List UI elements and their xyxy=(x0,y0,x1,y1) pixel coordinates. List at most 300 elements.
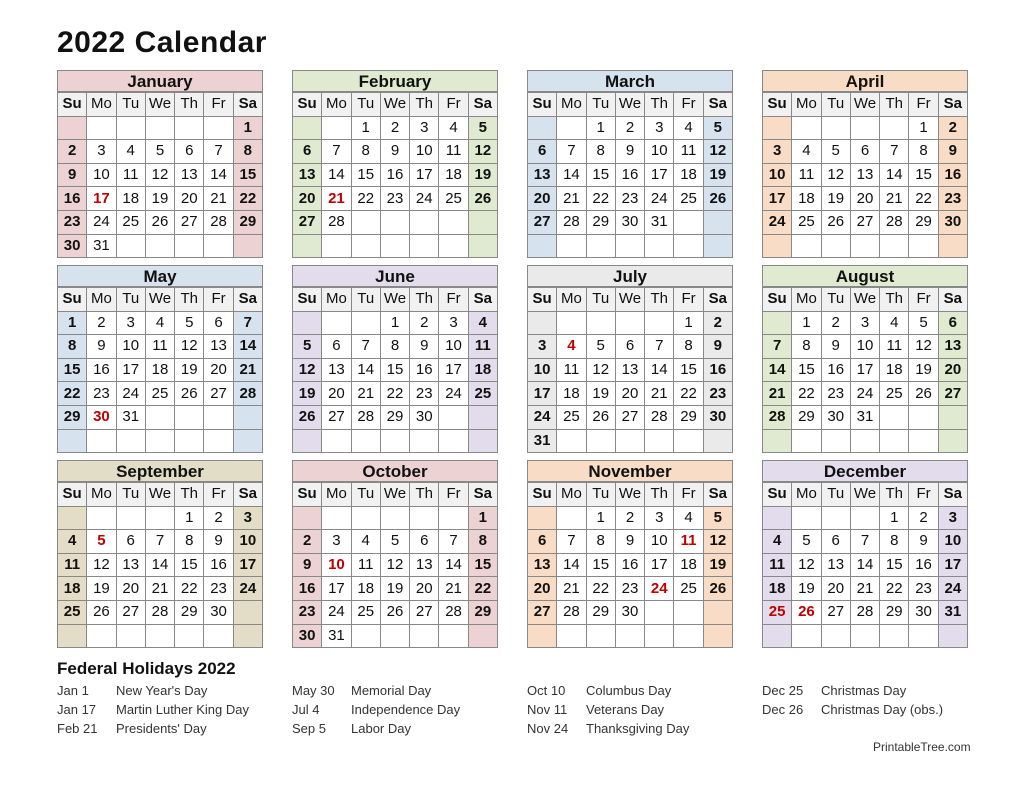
empty-cell xyxy=(792,429,821,453)
weekday-header: Th xyxy=(175,93,204,117)
weekday-header: Fr xyxy=(439,483,468,507)
holiday-row xyxy=(762,683,943,702)
day-cell: 7 xyxy=(763,335,792,359)
day-cell: 30 xyxy=(58,234,87,258)
holiday-name: Memorial Day xyxy=(351,683,432,698)
weekday-header: Tu xyxy=(586,93,615,117)
day-cell: 27 xyxy=(410,600,439,624)
day-cell: 21 xyxy=(850,577,879,601)
day-cell: 30 xyxy=(204,600,233,624)
day-cell: 26 xyxy=(87,600,116,624)
empty-cell xyxy=(380,210,409,234)
day-cell: 23 xyxy=(938,187,967,211)
day-cell: 25 xyxy=(557,405,586,429)
empty-cell xyxy=(233,624,262,648)
weekday-header: Sa xyxy=(468,483,497,507)
empty-cell xyxy=(850,234,879,258)
day-cell: 20 xyxy=(322,382,351,406)
weekday-header: Th xyxy=(645,483,674,507)
day-cell: 13 xyxy=(615,358,644,382)
empty-cell xyxy=(175,405,204,429)
empty-cell xyxy=(909,624,938,648)
day-cell: 14 xyxy=(850,553,879,577)
weekday-header: Fr xyxy=(439,93,468,117)
weekday-header: We xyxy=(380,483,409,507)
day-cell: 3 xyxy=(410,116,439,140)
day-cell: 7 xyxy=(557,530,586,554)
empty-cell xyxy=(586,311,615,335)
day-cell: 28 xyxy=(204,210,233,234)
day-cell: 20 xyxy=(850,187,879,211)
day-cell: 9 xyxy=(938,140,967,164)
day-cell: 7 xyxy=(233,311,262,335)
weekday-header: Sa xyxy=(233,483,262,507)
day-cell: 23 xyxy=(380,187,409,211)
empty-cell xyxy=(116,506,145,530)
day-cell: 22 xyxy=(586,187,615,211)
day-cell: 24 xyxy=(116,382,145,406)
day-cell: 3 xyxy=(116,311,145,335)
day-cell: 17 xyxy=(233,553,262,577)
day-cell: 26 xyxy=(175,382,204,406)
day-cell: 5 xyxy=(380,530,409,554)
day-cell: 19 xyxy=(909,358,938,382)
empty-cell xyxy=(586,624,615,648)
day-cell: 20 xyxy=(615,382,644,406)
weekday-header: We xyxy=(145,93,174,117)
day-cell: 4 xyxy=(880,311,909,335)
day-cell: 12 xyxy=(175,335,204,359)
day-cell: 14 xyxy=(880,163,909,187)
day-cell: 17 xyxy=(938,553,967,577)
day-cell: 15 xyxy=(58,358,87,382)
empty-cell xyxy=(233,429,262,453)
empty-cell xyxy=(850,624,879,648)
holiday-name: Christmas Day xyxy=(821,683,907,698)
weekday-header: Fr xyxy=(204,93,233,117)
weekday-header: Mo xyxy=(322,483,351,507)
day-cell: 20 xyxy=(821,577,850,601)
empty-cell xyxy=(703,210,732,234)
month-title: January xyxy=(57,70,263,92)
empty-cell xyxy=(351,210,380,234)
day-cell: 10 xyxy=(763,163,792,187)
day-cell: 9 xyxy=(204,530,233,554)
day-cell: 28 xyxy=(322,210,351,234)
day-cell: 24 xyxy=(322,600,351,624)
weekday-header: Su xyxy=(293,288,322,312)
day-cell: 3 xyxy=(87,140,116,164)
empty-cell xyxy=(557,624,586,648)
empty-cell xyxy=(322,429,351,453)
day-cell: 14 xyxy=(645,358,674,382)
day-cell: 22 xyxy=(909,187,938,211)
day-cell: 12 xyxy=(792,553,821,577)
day-cell: 5 xyxy=(703,506,732,530)
day-cell: 3 xyxy=(850,311,879,335)
day-cell: 17 xyxy=(528,382,557,406)
empty-cell xyxy=(792,234,821,258)
day-cell: 6 xyxy=(850,140,879,164)
day-cell: 7 xyxy=(439,530,468,554)
day-cell: 16 xyxy=(703,358,732,382)
weekday-header: Tu xyxy=(351,93,380,117)
empty-cell xyxy=(351,429,380,453)
weekday-header: Sa xyxy=(938,93,967,117)
day-cell: 5 xyxy=(792,530,821,554)
empty-cell xyxy=(674,210,703,234)
day-cell: 4 xyxy=(439,116,468,140)
day-cell: 13 xyxy=(938,335,967,359)
day-cell: 18 xyxy=(116,187,145,211)
holiday-date: Feb 21 xyxy=(57,721,98,736)
day-cell: 8 xyxy=(175,530,204,554)
day-cell: 6 xyxy=(204,311,233,335)
day-cell: 22 xyxy=(586,577,615,601)
day-cell: 22 xyxy=(175,577,204,601)
day-cell: 23 xyxy=(909,577,938,601)
day-cell: 25 xyxy=(145,382,174,406)
day-cell: 8 xyxy=(792,335,821,359)
empty-cell xyxy=(880,624,909,648)
day-cell: 5 xyxy=(87,530,116,554)
weekday-header: Su xyxy=(763,93,792,117)
empty-cell xyxy=(880,405,909,429)
day-cell: 13 xyxy=(116,553,145,577)
weekday-header: Tu xyxy=(351,483,380,507)
empty-cell xyxy=(145,234,174,258)
day-cell: 11 xyxy=(674,530,703,554)
day-cell: 29 xyxy=(909,210,938,234)
month-title: December xyxy=(762,460,968,482)
weekday-header: Mo xyxy=(87,93,116,117)
day-cell: 16 xyxy=(821,358,850,382)
day-cell: 23 xyxy=(615,577,644,601)
empty-cell xyxy=(380,506,409,530)
empty-cell xyxy=(293,116,322,140)
day-cell: 28 xyxy=(145,600,174,624)
month-march xyxy=(527,70,733,258)
day-cell: 8 xyxy=(880,530,909,554)
day-cell: 26 xyxy=(703,187,732,211)
weekday-header: Mo xyxy=(322,93,351,117)
empty-cell xyxy=(380,429,409,453)
day-cell: 17 xyxy=(410,163,439,187)
month-january xyxy=(57,70,263,258)
weekday-header: Tu xyxy=(821,288,850,312)
day-cell: 12 xyxy=(87,553,116,577)
weekday-header: Su xyxy=(58,288,87,312)
day-cell: 22 xyxy=(674,382,703,406)
month-august xyxy=(762,265,968,453)
day-cell: 2 xyxy=(410,311,439,335)
day-cell: 14 xyxy=(557,163,586,187)
day-cell: 29 xyxy=(586,210,615,234)
day-cell: 10 xyxy=(938,530,967,554)
empty-cell xyxy=(410,506,439,530)
weekday-header: Fr xyxy=(204,288,233,312)
weekday-header: We xyxy=(145,288,174,312)
month-title: February xyxy=(292,70,498,92)
empty-cell xyxy=(615,311,644,335)
day-cell: 23 xyxy=(204,577,233,601)
weekday-header: Th xyxy=(410,483,439,507)
weekday-header: Th xyxy=(175,483,204,507)
weekday-header: Tu xyxy=(821,93,850,117)
day-cell: 2 xyxy=(909,506,938,530)
day-cell: 11 xyxy=(145,335,174,359)
day-cell: 31 xyxy=(87,234,116,258)
day-cell: 14 xyxy=(204,163,233,187)
empty-cell xyxy=(938,234,967,258)
day-cell: 3 xyxy=(938,506,967,530)
weekday-header: Su xyxy=(293,93,322,117)
day-cell: 16 xyxy=(615,163,644,187)
day-cell: 28 xyxy=(880,210,909,234)
day-cell: 21 xyxy=(763,382,792,406)
empty-cell xyxy=(58,506,87,530)
day-cell: 12 xyxy=(586,358,615,382)
day-cell: 5 xyxy=(821,140,850,164)
day-cell: 26 xyxy=(145,210,174,234)
empty-cell xyxy=(116,116,145,140)
day-cell: 19 xyxy=(821,187,850,211)
empty-cell xyxy=(145,429,174,453)
day-cell: 19 xyxy=(468,163,497,187)
day-cell: 19 xyxy=(792,577,821,601)
day-cell: 19 xyxy=(293,382,322,406)
day-cell: 26 xyxy=(703,577,732,601)
day-cell: 18 xyxy=(351,577,380,601)
day-cell: 6 xyxy=(821,530,850,554)
day-cell: 23 xyxy=(293,600,322,624)
empty-cell xyxy=(821,116,850,140)
holiday-row xyxy=(527,702,689,721)
empty-cell xyxy=(586,234,615,258)
empty-cell xyxy=(938,624,967,648)
day-cell: 5 xyxy=(468,116,497,140)
day-cell: 29 xyxy=(880,600,909,624)
day-cell: 26 xyxy=(586,405,615,429)
empty-cell xyxy=(204,405,233,429)
day-cell: 14 xyxy=(233,335,262,359)
empty-cell xyxy=(439,234,468,258)
empty-cell xyxy=(468,210,497,234)
day-cell: 20 xyxy=(293,187,322,211)
day-cell: 27 xyxy=(293,210,322,234)
weekday-header: Mo xyxy=(557,288,586,312)
day-cell: 26 xyxy=(821,210,850,234)
weekday-header: We xyxy=(615,93,644,117)
day-cell: 12 xyxy=(468,140,497,164)
day-cell: 3 xyxy=(528,335,557,359)
day-cell: 13 xyxy=(410,553,439,577)
day-cell: 3 xyxy=(763,140,792,164)
day-cell: 30 xyxy=(615,600,644,624)
day-cell: 12 xyxy=(293,358,322,382)
weekday-header: Mo xyxy=(557,483,586,507)
day-cell: 28 xyxy=(645,405,674,429)
empty-cell xyxy=(410,210,439,234)
day-cell: 12 xyxy=(703,530,732,554)
empty-cell xyxy=(792,506,821,530)
empty-cell xyxy=(58,429,87,453)
weekday-header: We xyxy=(145,483,174,507)
day-cell: 3 xyxy=(233,506,262,530)
day-cell: 18 xyxy=(763,577,792,601)
holiday-row xyxy=(527,683,689,702)
weekday-header: Fr xyxy=(204,483,233,507)
holiday-date: Nov 24 xyxy=(527,721,569,736)
empty-cell xyxy=(528,506,557,530)
empty-cell xyxy=(380,234,409,258)
day-cell: 8 xyxy=(380,335,409,359)
empty-cell xyxy=(821,506,850,530)
empty-cell xyxy=(645,429,674,453)
day-cell: 10 xyxy=(645,140,674,164)
day-cell: 16 xyxy=(204,553,233,577)
day-cell: 7 xyxy=(351,335,380,359)
weekday-header: Th xyxy=(175,288,204,312)
day-cell: 12 xyxy=(380,553,409,577)
empty-cell xyxy=(410,429,439,453)
holiday-column xyxy=(527,683,689,740)
weekday-header: Su xyxy=(763,288,792,312)
day-cell: 22 xyxy=(468,577,497,601)
day-cell: 27 xyxy=(175,210,204,234)
day-cell: 16 xyxy=(615,553,644,577)
empty-cell xyxy=(468,405,497,429)
empty-cell xyxy=(468,234,497,258)
month-title: April xyxy=(762,70,968,92)
day-cell: 4 xyxy=(116,140,145,164)
weekday-header: Su xyxy=(763,483,792,507)
empty-cell xyxy=(821,624,850,648)
weekday-header: Su xyxy=(528,483,557,507)
day-cell: 27 xyxy=(528,600,557,624)
empty-cell xyxy=(145,506,174,530)
empty-cell xyxy=(204,116,233,140)
empty-cell xyxy=(909,429,938,453)
day-cell: 16 xyxy=(293,577,322,601)
day-cell: 8 xyxy=(351,140,380,164)
day-cell: 15 xyxy=(175,553,204,577)
empty-cell xyxy=(674,429,703,453)
day-cell: 8 xyxy=(586,140,615,164)
weekday-header: Fr xyxy=(909,93,938,117)
day-cell: 21 xyxy=(233,358,262,382)
day-cell: 15 xyxy=(880,553,909,577)
weekday-header: We xyxy=(850,288,879,312)
empty-cell xyxy=(763,311,792,335)
weekday-header: Tu xyxy=(116,93,145,117)
day-cell: 18 xyxy=(468,358,497,382)
day-cell: 5 xyxy=(145,140,174,164)
day-cell: 7 xyxy=(645,335,674,359)
empty-cell xyxy=(87,116,116,140)
day-cell: 29 xyxy=(792,405,821,429)
weekday-header: Th xyxy=(880,483,909,507)
day-cell: 29 xyxy=(175,600,204,624)
day-cell: 18 xyxy=(145,358,174,382)
empty-cell xyxy=(233,405,262,429)
day-cell: 7 xyxy=(850,530,879,554)
day-cell: 28 xyxy=(351,405,380,429)
month-title: October xyxy=(292,460,498,482)
empty-cell xyxy=(615,429,644,453)
day-cell: 9 xyxy=(87,335,116,359)
empty-cell xyxy=(557,116,586,140)
day-cell: 22 xyxy=(58,382,87,406)
day-cell: 13 xyxy=(528,553,557,577)
day-cell: 28 xyxy=(557,210,586,234)
empty-cell xyxy=(293,311,322,335)
empty-cell xyxy=(204,624,233,648)
day-cell: 2 xyxy=(87,311,116,335)
day-cell: 30 xyxy=(938,210,967,234)
day-cell: 28 xyxy=(233,382,262,406)
day-cell: 19 xyxy=(145,187,174,211)
weekday-header: Fr xyxy=(909,288,938,312)
empty-cell xyxy=(175,116,204,140)
day-cell: 1 xyxy=(380,311,409,335)
day-cell: 23 xyxy=(87,382,116,406)
day-cell: 17 xyxy=(763,187,792,211)
day-cell: 1 xyxy=(233,116,262,140)
day-cell: 16 xyxy=(58,187,87,211)
day-cell: 31 xyxy=(116,405,145,429)
empty-cell xyxy=(293,506,322,530)
day-cell: 18 xyxy=(58,577,87,601)
day-cell: 11 xyxy=(763,553,792,577)
day-cell: 14 xyxy=(439,553,468,577)
day-cell: 16 xyxy=(380,163,409,187)
weekday-header: Su xyxy=(58,93,87,117)
weekday-header: Sa xyxy=(233,288,262,312)
day-cell: 12 xyxy=(821,163,850,187)
empty-cell xyxy=(645,311,674,335)
day-cell: 31 xyxy=(645,210,674,234)
day-cell: 16 xyxy=(938,163,967,187)
day-cell: 15 xyxy=(792,358,821,382)
day-cell: 2 xyxy=(204,506,233,530)
day-cell: 25 xyxy=(439,187,468,211)
day-cell: 31 xyxy=(322,624,351,648)
day-cell: 9 xyxy=(615,140,644,164)
day-cell: 18 xyxy=(674,553,703,577)
day-cell: 14 xyxy=(763,358,792,382)
day-cell: 24 xyxy=(763,210,792,234)
day-cell: 20 xyxy=(116,577,145,601)
weekday-header: Su xyxy=(528,93,557,117)
empty-cell xyxy=(380,624,409,648)
day-cell: 22 xyxy=(792,382,821,406)
weekday-header: Sa xyxy=(703,288,732,312)
empty-cell xyxy=(468,624,497,648)
holiday-row xyxy=(57,721,249,740)
weekday-header: Mo xyxy=(792,288,821,312)
weekday-header: Su xyxy=(58,483,87,507)
day-cell: 8 xyxy=(586,530,615,554)
empty-cell xyxy=(557,234,586,258)
holiday-row xyxy=(527,721,689,740)
day-cell: 20 xyxy=(528,577,557,601)
month-title: November xyxy=(527,460,733,482)
day-cell: 19 xyxy=(87,577,116,601)
day-cell: 27 xyxy=(938,382,967,406)
day-cell: 27 xyxy=(204,382,233,406)
empty-cell xyxy=(528,624,557,648)
